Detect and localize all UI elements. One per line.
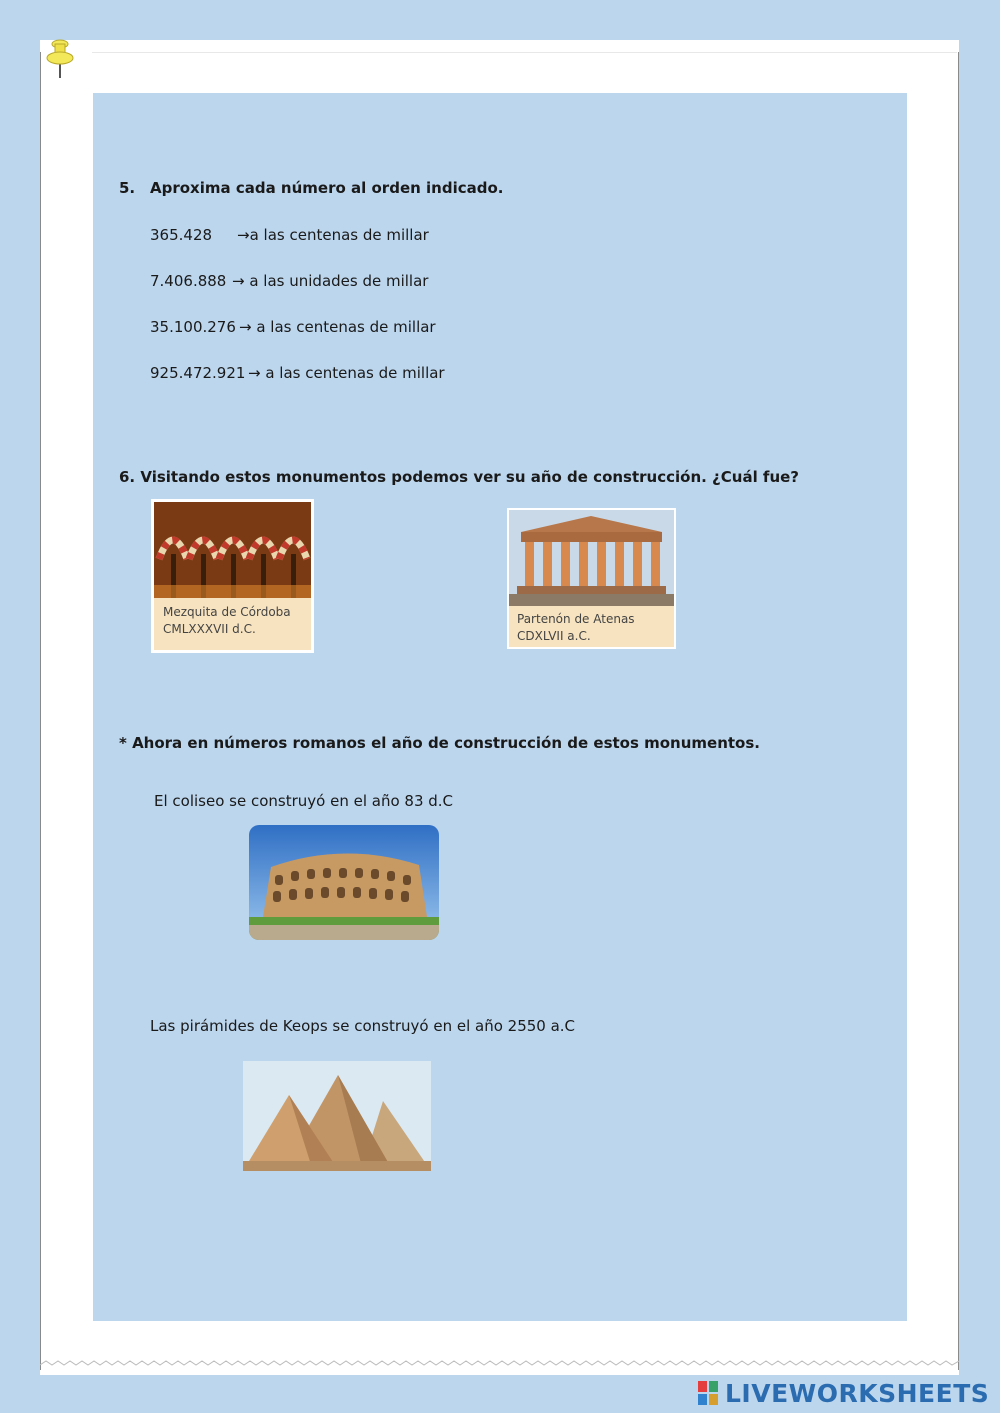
keops-text: Las pirámides de Keops se construyó en el año 2550 a.C xyxy=(150,1017,576,1035)
q5-value-3: 35.100.276 xyxy=(150,318,236,336)
partenon-caption-name: Partenón de Atenas xyxy=(517,612,635,626)
roman-title: * Ahora en números romanos el año de construcción de estos monumentos. xyxy=(119,734,760,752)
mezquita-caption-year: CMLXXXVII d.C. xyxy=(163,622,256,636)
q5-value-1: 365.428 xyxy=(150,226,213,244)
q5-order-1: →a las centenas de millar xyxy=(237,226,429,244)
worksheet-content xyxy=(93,93,907,1321)
page-top-rule xyxy=(92,52,957,53)
q5-order-4: → a las centenas de millar xyxy=(248,364,445,382)
q5-value-4: 925.472.921 xyxy=(150,364,246,382)
pushpin-icon xyxy=(44,38,76,82)
mezquita-caption-name: Mezquita de Córdoba xyxy=(163,605,291,619)
liveworksheets-logo-text: LIVEWORKSHEETS xyxy=(725,1378,990,1408)
coliseo-photo xyxy=(249,825,439,940)
partenon-photo xyxy=(507,508,676,649)
page-right-edge xyxy=(958,52,959,1370)
q6-title: 6. Visitando estos monumentos podemos ver su año de construcción. ¿Cuál fue? xyxy=(119,468,800,486)
q5-order-3: → a las centenas de millar xyxy=(239,318,436,336)
q5-order-2: → a las unidades de millar xyxy=(232,272,429,290)
partenon-caption-year: CDXLVII a.C. xyxy=(517,629,591,643)
piramides-photo xyxy=(243,1061,431,1171)
q5-value-2: 7.406.888 xyxy=(150,272,227,290)
q5-title: Aproxima cada número al orden indicado. xyxy=(150,179,504,197)
coliseo-text: El coliseo se construyó en el año 83 d.C xyxy=(154,792,454,810)
q5-number: 5. xyxy=(119,179,136,197)
mezquita-photo xyxy=(151,499,314,653)
liveworksheets-logo xyxy=(697,1376,989,1410)
liveworksheets-logo-icon xyxy=(697,1380,721,1406)
page-left-edge xyxy=(40,52,41,1370)
torn-page-edge xyxy=(40,1357,959,1375)
